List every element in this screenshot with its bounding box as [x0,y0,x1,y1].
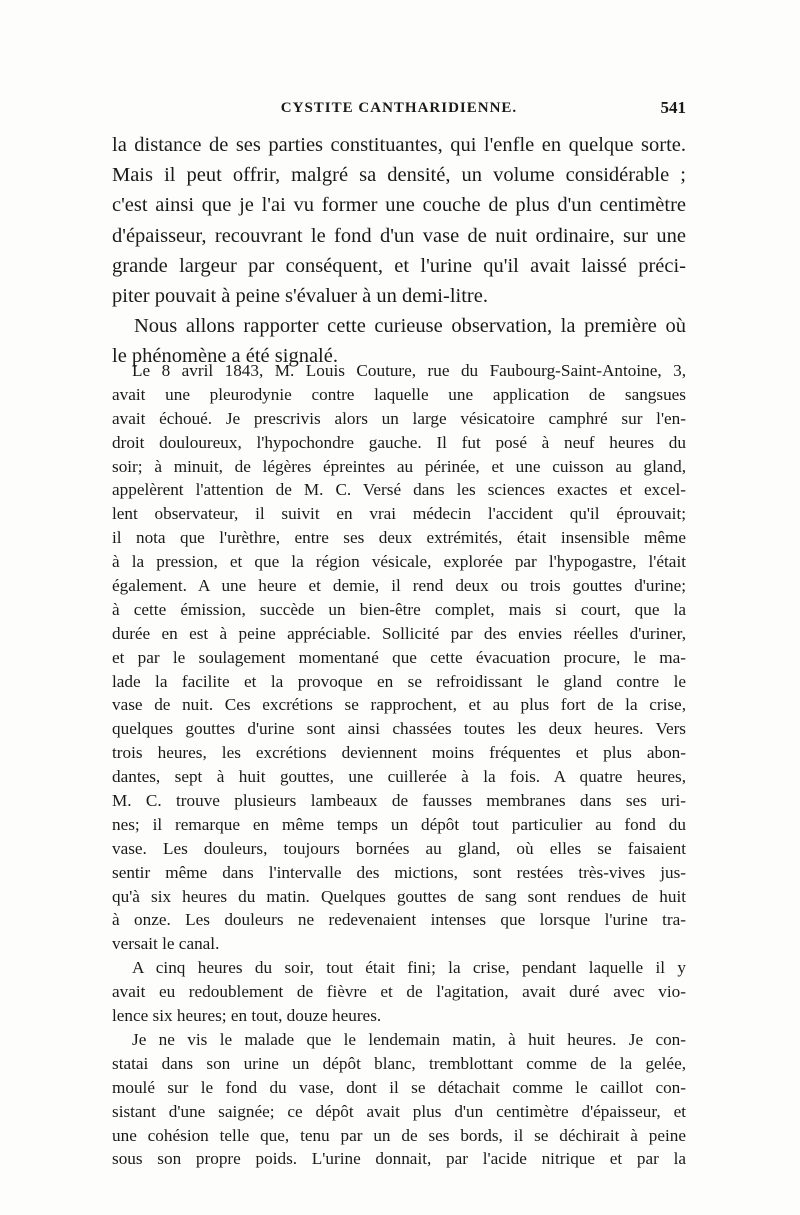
text-line: avait échoué. Je prescrivis alors un large vésicatoire camphré sur l'en- [112,408,686,428]
observation-text [112,359,686,1171]
text-line: également. A une heure et demie, il rend deux ou trois gouttes d'urine; [112,576,686,596]
text-line: à onze. Les douleurs ne redevenaient intenses que lorsque l'urine tra- [112,910,686,930]
text-line: versait le canal. [112,934,220,954]
text-line: la distance de ses parties constituantes, qui l'enfle en quelque sorte. [112,134,686,156]
text-line: soir; à minuit, de légères épreintes au périnée, et une cuisson au gland, [112,456,686,476]
text-line: vase. Les douleurs, toujours bornées au gland, où elles se faisaient [112,838,686,858]
text-line: qu'à six heures du matin. Quelques gouttes de sang sont rendues de huit [112,886,686,906]
running-head [112,100,686,126]
text-line: c'est ainsi que je l'ai vu former une couche de plus d'un centimètre [112,194,686,217]
text-line: et par le soulagement momentané que cette évacuation procure, le ma- [112,647,686,667]
text-line: sentir même dans l'intervalle des mictions, sont restées très-vives jus- [112,862,686,882]
text-line: Nous allons rapporter cette curieuse observation, la première où [134,315,686,338]
text-line: statai dans son urine un dépôt blanc, tremblottant comme de la gelée, [112,1053,686,1073]
text-line: lence six heures; en tout, douze heures. [112,1006,382,1026]
page-number: 541 [660,98,686,117]
text-line: Mais il peut offrir, malgré sa densité, un volume considérable ; [112,164,686,187]
text-line: à cette émission, succède un bien-être complet, mais si court, que la [112,599,686,619]
text-line: droit douloureux, l'hypochondre gauche. Il fut posé à neuf heures du [112,432,686,452]
large-paragraphs [112,130,686,372]
text-line: avait eu redoublement de fièvre et de l'agitation, avait duré avec vio- [112,982,686,1002]
text-line: trois heures, les excrétions deviennent moins fréquentes et plus abon- [112,743,686,763]
text-line: Je ne vis le malade que le lendemain matin, à huit heures. Je con- [132,1029,686,1049]
text-line: vase de nuit. Ces excrétions se rapprochent, et au plus fort de la crise, [112,695,686,715]
text-line: il nota que l'urèthre, entre ses deux extrémités, était insensible même [112,528,686,548]
text-line: M. C. trouve plusieurs lambeaux de fausses membranes dans ses uri- [112,791,686,811]
text-line: A cinq heures du soir, tout était fini; la crise, pendant laquelle il y [132,958,686,978]
text-line: Le 8 avril 1843, M. Louis Couture, rue du Faubourg-Saint-Antoine, 3, [132,361,686,380]
text-line: durée en est à peine appréciable. Sollicité par des envies réelles d'uriner, [112,623,686,643]
text-line: quelques gouttes d'urine sont ainsi chassées toutes les deux heures. Vers [112,719,686,739]
text-line: grande largeur par conséquent, et l'urine qu'il avait laissé préci- [112,254,686,277]
text-line: d'épaisseur, recouvrant le fond d'un vase de nuit ordinaire, sur une [112,224,686,247]
text-line: sistant d'une saignée; ce dépôt avait plus d'un centimètre d'épaisseur, et [112,1101,686,1121]
text-line: appelèrent l'attention de M. C. Versé dans les sciences exactes et excel- [112,480,686,500]
text-line: avait une pleurodynie contre laquelle une application de sangsues [112,384,686,404]
text-line: lent observateur, il suivit en vrai médecin l'accident qu'il éprouvait; [112,504,686,524]
running-title: CYSTITE CANTHARIDIENNE. [280,100,518,116]
text-line: le phénomène a été signalé. [112,345,338,368]
text-line: à la pression, et que la région vésicale, explorée par l'hypogastre, l'était [112,552,686,572]
text-line: moulé sur le fond du vase, dont il se détachait comme le caillot con- [112,1077,686,1097]
text-line: piter pouvait à peine s'évaluer à un demi-litre. [112,284,488,307]
text-line: lade la facilite et la provoque en se refroidissant le gland contre le [112,671,686,691]
text-line: une cohésion telle que, tenu par un de ses bords, il se déchirait à peine [112,1125,686,1145]
text-line: nes; il remarque en même temps un dépôt tout particulier au fond du [112,814,686,834]
text-line: dantes, sept à huit gouttes, une cuillerée à la fois. A quatre heures, [112,767,686,787]
text-line: sous son propre poids. L'urine donnait, par l'acide nitrique et par la [112,1149,686,1169]
